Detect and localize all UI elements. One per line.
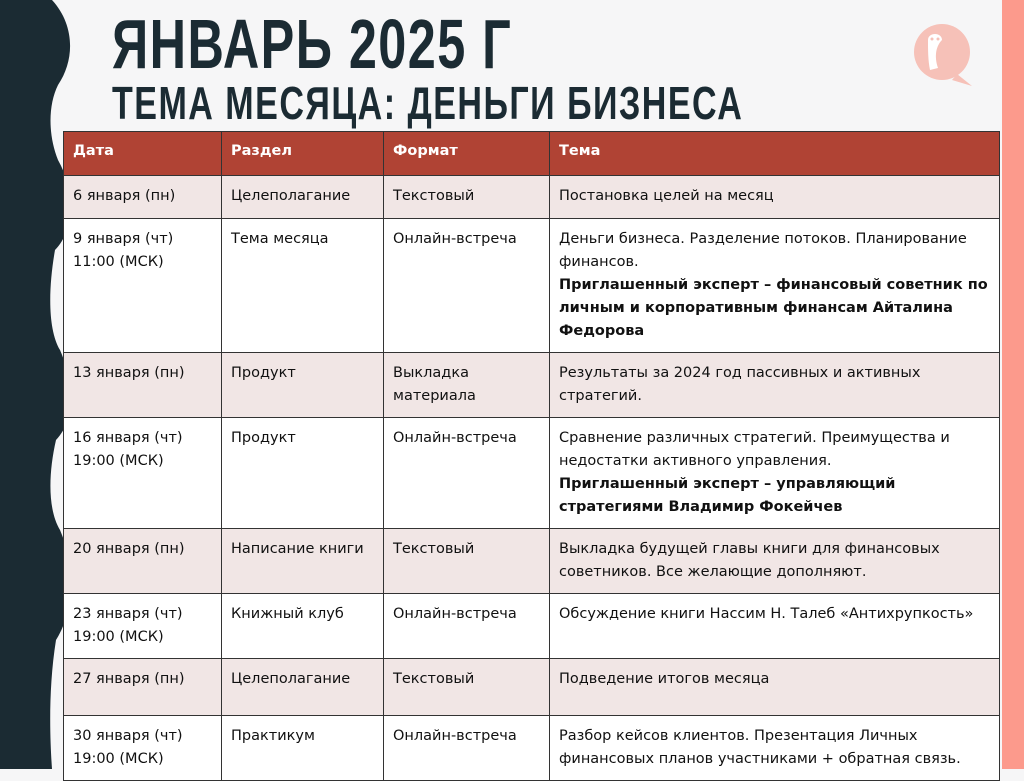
- cell-section: Тема месяца: [222, 219, 384, 353]
- table-row: [64, 219, 1000, 353]
- page-subtitle: ТЕМА МЕСЯЦА: ДЕНЬГИ БИЗНЕСА: [112, 77, 744, 129]
- cell-section: Продукт: [222, 353, 384, 418]
- cell-section: Целеполагание: [222, 659, 384, 716]
- cell-format: Онлайн-встреча: [384, 219, 550, 353]
- table-row: [64, 176, 1000, 219]
- cell-date: [64, 594, 222, 659]
- page-title: ЯНВАРЬ 2025 Г: [112, 5, 513, 83]
- topic-text: Деньги бизнеса. Разделение потоков. Планирование финансов.: [559, 231, 967, 270]
- cell-date: [64, 219, 222, 353]
- time-text: 19:00 (МСК): [73, 629, 164, 645]
- cell-topic: [550, 716, 1000, 781]
- table-row: [64, 529, 1000, 594]
- header-date: Дата: [64, 132, 222, 176]
- table-row: [64, 716, 1000, 781]
- cell-format: Онлайн-встреча: [384, 716, 550, 781]
- owl-logo-icon: [912, 22, 978, 88]
- cell-date: [64, 529, 222, 594]
- table-row: [64, 353, 1000, 418]
- cell-date: [64, 716, 222, 781]
- topic-text: Выкладка будущей главы книги для финансовых советников. Все желающие дополняют.: [559, 541, 940, 580]
- cell-format: Текстовый: [384, 176, 550, 219]
- table-row: [64, 659, 1000, 716]
- cell-format: Текстовый: [384, 529, 550, 594]
- cell-date: [64, 659, 222, 716]
- topic-text: Разбор кейсов клиентов. Презентация Личных финансовых планов участниками + обратная связь.: [559, 728, 961, 767]
- header-topic: Тема: [550, 132, 1000, 176]
- cell-date: [64, 418, 222, 529]
- cell-format: Выкладка материала: [384, 353, 550, 418]
- cell-section: Продукт: [222, 418, 384, 529]
- time-text: 11:00 (МСК): [73, 254, 164, 270]
- time-text: 19:00 (МСК): [73, 453, 164, 469]
- cell-date: [64, 353, 222, 418]
- cell-format: Онлайн-встреча: [384, 418, 550, 529]
- header-section: Раздел: [222, 132, 384, 176]
- date-text: 20 января (пн): [73, 541, 185, 557]
- cell-section: Написание книги: [222, 529, 384, 594]
- cell-topic: [550, 594, 1000, 659]
- right-accent-stripe: [1002, 0, 1024, 769]
- cell-topic: [550, 219, 1000, 353]
- schedule-table: [63, 131, 1000, 781]
- cell-topic: [550, 529, 1000, 594]
- time-text: 19:00 (МСК): [73, 751, 164, 767]
- date-text: 16 января (чт): [73, 430, 183, 446]
- date-text: 13 января (пн): [73, 365, 185, 381]
- header-format: Формат: [384, 132, 550, 176]
- cell-topic: [550, 176, 1000, 219]
- date-text: 23 января (чт): [73, 606, 183, 622]
- topic-text: Сравнение различных стратегий. Преимущества и недостатки активного управления.: [559, 430, 950, 469]
- topic-text: Результаты за 2024 год пассивных и активных стратегий.: [559, 365, 921, 404]
- cell-topic: [550, 418, 1000, 529]
- topic-text: Подведение итогов месяца: [559, 671, 770, 687]
- cell-section: Книжный клуб: [222, 594, 384, 659]
- cell-topic: [550, 353, 1000, 418]
- cell-topic: [550, 659, 1000, 716]
- table-row: [64, 594, 1000, 659]
- cell-section: Практикум: [222, 716, 384, 781]
- date-text: 6 января (пн): [73, 188, 176, 204]
- table-header-row: [64, 132, 1000, 176]
- topic-text: Обсуждение книги Нассим Н. Талеб «Антихрупкость»: [559, 606, 974, 622]
- date-text: 9 января (чт): [73, 231, 174, 247]
- date-text: 27 января (пн): [73, 671, 185, 687]
- cell-format: Текстовый: [384, 659, 550, 716]
- table-row: [64, 418, 1000, 529]
- cell-format: Онлайн-встреча: [384, 594, 550, 659]
- cell-date: [64, 176, 222, 219]
- topic-text: Постановка целей на месяц: [559, 188, 774, 204]
- cell-section: Целеполагание: [222, 176, 384, 219]
- date-text: 30 января (чт): [73, 728, 183, 744]
- expert-text: Приглашенный эксперт – финансовый советник по личным и корпоративным финансам Айталина Федорова: [559, 277, 988, 339]
- expert-text: Приглашенный эксперт – управляющий стратегиями Владимир Фокейчев: [559, 476, 896, 515]
